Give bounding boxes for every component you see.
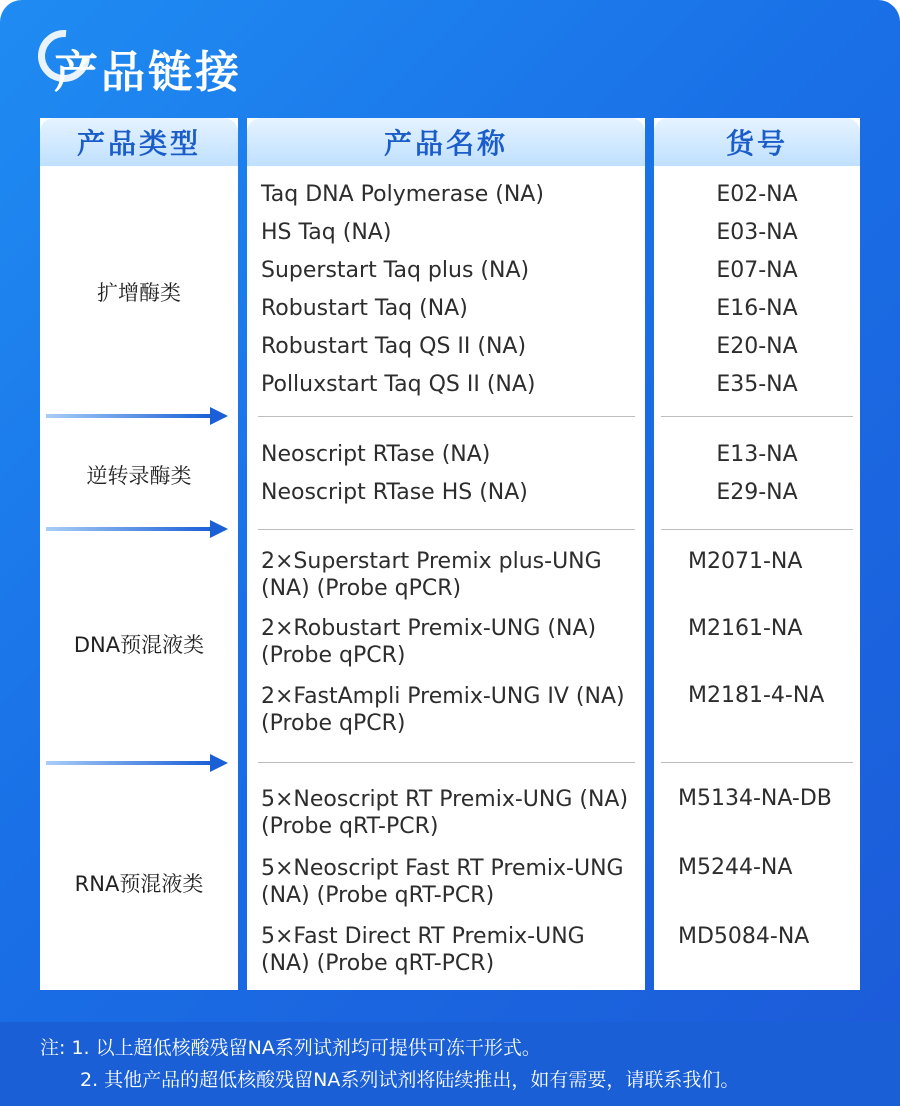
category-amplification: 扩增酶类 xyxy=(97,281,181,305)
product-name: 5×Neoscript RT Premix-UNG (NA) xyxy=(261,787,629,812)
arrow-icon xyxy=(46,407,228,425)
row-divider xyxy=(258,762,635,763)
arrow-icon xyxy=(46,754,228,772)
product-name: 5×Neoscript Fast RT Premix-UNG xyxy=(261,856,624,881)
code-header: 货号 xyxy=(654,118,860,166)
row-divider xyxy=(661,762,853,763)
category-dna-premix: DNA预混液类 xyxy=(73,633,205,657)
product-code: E07-NA xyxy=(716,258,798,283)
product-name-line2: (Probe qRT-PCR) xyxy=(261,814,439,839)
arrow-icon xyxy=(46,520,228,538)
page-title: 产品链接 xyxy=(54,47,242,98)
row-divider xyxy=(258,529,635,530)
row-divider xyxy=(661,529,853,530)
category-reverse-transcriptase: 逆转录酶类 xyxy=(86,464,192,488)
product-code: E02-NA xyxy=(716,182,798,207)
product-name: Robustart Taq (NA) xyxy=(261,296,468,321)
product-code: E13-NA xyxy=(716,442,798,467)
type-header: 产品类型 xyxy=(40,118,238,166)
product-name: Robustart Taq QS II (NA) xyxy=(261,334,527,359)
product-code: M2161-NA xyxy=(688,616,803,641)
product-name: 2×Superstart Premix plus-UNG xyxy=(261,549,602,574)
product-name: HS Taq (NA) xyxy=(261,220,392,245)
product-name: Taq DNA Polymerase (NA) xyxy=(261,182,544,207)
product-code: E29-NA xyxy=(716,480,798,505)
product-name: 5×Fast Direct RT Premix-UNG xyxy=(261,924,585,949)
row-divider xyxy=(258,416,635,417)
product-name-line2: (NA) (Probe qPCR) xyxy=(261,576,462,601)
row-divider xyxy=(661,416,853,417)
product-code: E35-NA xyxy=(716,372,798,397)
note-bar xyxy=(0,1022,900,1106)
name-header: 产品名称 xyxy=(247,118,645,166)
product-code: M2181-4-NA xyxy=(688,683,825,708)
product-name-line2: (Probe qPCR) xyxy=(261,711,406,736)
note-2: 2. 其他产品的超低核酸残留NA系列试剂将陆续推出，如有需要，请联系我们。 xyxy=(80,1069,740,1091)
product-code: M5134-NA-DB xyxy=(678,786,832,811)
product-code: M2071-NA xyxy=(688,549,803,574)
product-name-line2: (NA) (Probe qRT-PCR) xyxy=(261,883,495,908)
product-code: E16-NA xyxy=(716,296,798,321)
product-name: Polluxstart Taq QS II (NA) xyxy=(261,372,536,397)
product-code: E03-NA xyxy=(716,220,798,245)
product-name: Neoscript RTase HS (NA) xyxy=(261,480,528,505)
product-code: M5244-NA xyxy=(678,855,793,880)
product-name-line2: (NA) (Probe qRT-PCR) xyxy=(261,951,495,976)
product-name: 2×FastAmpli Premix-UNG IV (NA) xyxy=(261,684,625,709)
product-code: MD5084-NA xyxy=(678,924,810,949)
product-name: Superstart Taq plus (NA) xyxy=(261,258,530,283)
product-code: E20-NA xyxy=(716,334,798,359)
product-name-line2: (Probe qPCR) xyxy=(261,643,406,668)
product-name: Neoscript RTase (NA) xyxy=(261,442,491,467)
note-1: 注: 1. 以上超低核酸残留NA系列试剂均可提供可冻干形式。 xyxy=(40,1037,541,1059)
type-column xyxy=(40,118,238,990)
category-rna-premix: RNA预混液类 xyxy=(74,872,204,896)
product-name: 2×Robustart Premix-UNG (NA) xyxy=(261,616,597,641)
